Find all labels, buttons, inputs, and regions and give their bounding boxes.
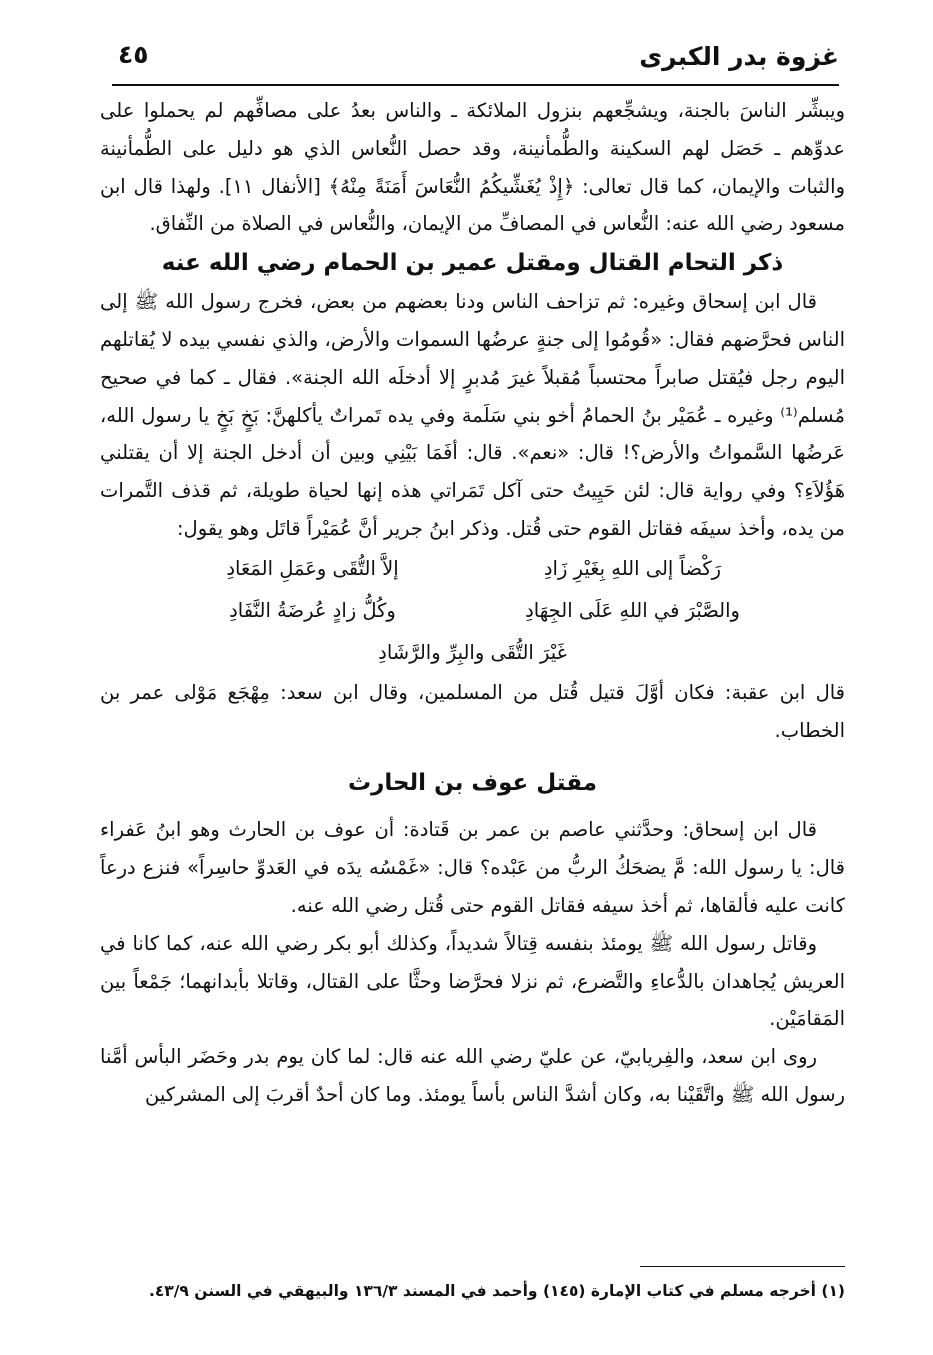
book-title: غزوة بدر الكبرى: [639, 42, 839, 71]
paragraph-ibn-uqba: قال ابن عقبة: فكان أوَّلَ قتيل قُتل من المسلمين، وقال ابن سعد: مِهْجَع مَوْلى عمر بن الخطاب.: [100, 680, 845, 742]
paragraph-ali-narration: روى ابن سعد، والفِريابيّ، عن عليّ رضي الله عنه قال: لما كان يوم بدر وحَضَر البأس أمَّنا رسول الله ﷺ واتَّقَيْنا به، وكان أشدَّ الناس بأساً يومئذ. وما كان أحدٌ أقربَ إلى المشركين: [100, 1045, 845, 1106]
poem-hemistich: والصَّبْرَ في اللهِ عَلَى الجِهَادِ: [525, 598, 740, 622]
paragraph-awf: قال ابن إسحاق: وحدَّثني عاصم بن عمر بن قَتادة: أن عوف بن الحارث وهو ابنُ عَفراء قال: يا رسول الله: مَّ يضحَكُ الربُّ من عَبْده؟ قال: «غَمْسُه يدَه في العَدوِّ حاسِراً» فنزع درعاً كانت عليه فألقاها، ثم أخذ سيفه فقاتل القوم حتى قُتل رضي الله عنه.: [100, 818, 845, 917]
paragraph-prophet-fought: وقاتل رسول الله ﷺ يومئذ بنفسه قِتالاً شديداً، وكذلك أبو بكر رضي الله عنه، كما كانا في العريش يُجاهدان بالدُّعاءِ والتَّضرع، ثم نزلا فحرَّضا وحثَّا على القتال، وقاتلا بأبدانهما؛ جَمْعاً بين المَقامَيْن.: [100, 931, 845, 1031]
poem-line: [100, 632, 845, 674]
section-title-awf: مقتل عوف بن الحارث: [347, 770, 597, 797]
paragraph-umair: قال ابن إسحاق وغيره: ثم تزاحف الناس ودنا بعضهم من بعض، فخرج رسول الله ﷺ إلى الناس فحرَّضهم فقال: «قُومُوا إلى جنةٍ عرضُها السموات والأرض، والذي نفسي بيده لا يُقاتلهم اليوم رجل فيُقتل صابراً محتسباً مُقبلاً غيرَ مُدبرٍ إلا أدخلَه الله الجنة». فقال ـ كما في صحيح مُسلم⁽¹⁾ وغيره ـ عُمَيْر بنُ الحمامُ أخو بني سَلَمة وفي يده تَمراتٌ يأكلهنَّ: بَخٍ بَخٍ يا رسول الله، عَرضُها السَّمواتُ والأرض؟! قال: «نعم». قال: أفَمَا بَيْنِي وبين أن أدخل الجنة إلا أن يقتلني هَؤُلاَءِ؟ وفي رواية قال: لئن حَيِيتُ حتى آكل تَمَراتي هذه إنها لحياة طويلة، ثم قذف التَّمرات من يده، وأخذ سيفَه فقاتل القوم حتى قُتل. وذكر ابنُ جرير أنَّ عُمَيْراً قاتَل وهو يقول:: [100, 290, 845, 540]
poem-hemistich: وكُلُّ زادٍ عُرضَةُ النَّفَادِ: [229, 598, 396, 622]
poem-hemistich: إلاَّ التُّقَى وعَمَلِ المَعَادِ: [226, 556, 399, 580]
main-text: [100, 92, 845, 1114]
poem-hemistich: غَيْرَ التُّقَى والبِرِّ والرَّشَادِ: [378, 640, 567, 664]
poem-hemistich: رَكْضاً إلى اللهِ بِغَيْرِ زَادِ: [543, 556, 722, 580]
footnote: (١) أخرجه مسلم في كتاب الإمارة (١٤٥) وأحمد في المسند ١٣٦/٣ والبيهقي في السنن ٤٣/٩.: [148, 1282, 845, 1300]
poem-line: [100, 590, 845, 632]
running-header: [112, 36, 839, 86]
page-number: ٤٥: [118, 40, 149, 69]
section-title-umair: ذكر التحام القتال ومقتل عمير بن الحمام رضي الله عنه: [161, 250, 784, 277]
opening-paragraph: ويبشِّر الناسَ بالجنة، ويشجِّعهم بنزول الملائكة ـ والناس بعدُ على مصافِّهم لم يحملوا على عدوِّهم ـ حَصَل لهم السكينة والطُّمأنينة، وقد حصل النُّعاس الذي هو دليل على الطُّمأنينة والثبات والإيمان، كما قال تعالى: ﴿إِذْ يُغَشِّيكُمُ النُّعَاسَ أَمَنَةً مِنْهُ﴾ [الأنفال ١١]. ولهذا قال ابن مسعود رضي الله عنه: النُّعاس في المصافِّ من الإيمان، والنُّعاس في الصلاة من النِّفاق.: [100, 99, 845, 236]
poem: [100, 548, 845, 674]
footnote-rule: [640, 1266, 845, 1267]
poem-line: [100, 548, 845, 590]
header-rule: [112, 84, 839, 86]
